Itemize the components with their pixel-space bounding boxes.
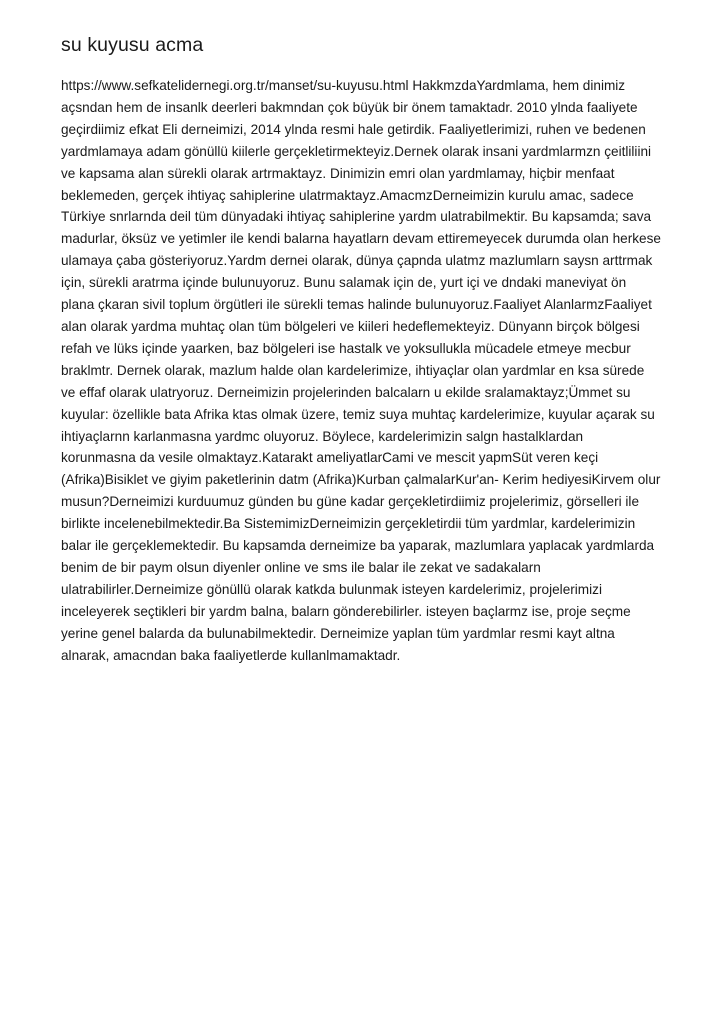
- document-body-text: https://www.sefkatelidernegi.org.tr/manset/su-kuyusu.html HakkmzdaYardmlama, hem dinimiz açsndan hem de insanlk deerleri bakmndan çok büyük bir önem tamaktadr. 2010 ylnda faaliyete geçirdiimiz efkat Eli derneimizi, 2014 ylnda resmi hale getirdik. Faaliyetlerimizi, ruhen ve bedenen yardmlamaya adam gönüllü kiilerle gerçekletirmekteyiz.Dernek olarak insani yardmlarmzn çeitliliini ve kapsama alan sürekli olarak artrmaktayz. Dinimizin emri olan yardmlamay, hiçbir menfaat beklemeden, gerçek ihtiyaç sahiplerine ulatrmaktayz.AmacmzDerneimizin kurulu amac, sadece Türkiye snrlarnda deil tüm dünyadaki ihtiyaç sahiplerine yardm ulatrabilmektir. Bu kapsamda; sava madurlar, öksüz ve yetimler ile kendi balarna hayatlarn devam ettiremeyecek durumda olan herkese ulamaya çaba gösteriyoruz.Yardm dernei olarak, dünya çapnda ulatmz mazlumlarn saysn arttrmak için, sürekli aratrma içinde bulunuyoruz. Bunu salamak için de, yurt içi ve dndaki maneviyat ön plana çkaran sivil toplum örgütleri ile sürekli temas halinde bulunuyoruz.Faaliyet AlanlarmzFaaliyet alan olarak yardma muhtaç olan tüm bölgeleri ve kiileri hedeflemekteyiz. Dünyann birçok bölgesi refah ve lüks içinde yaarken, baz bölgeleri ise hastalk ve yoksullukla mücadele etmeye mecbur braklmtr. Dernek olarak, mazlum halde olan kardelerimize, ihtiyaçlar olan yardmlar en ksa sürede ve effaf olarak ulatryoruz. Derneimizin projelerinden balcalarn u ekilde sralamaktayz;Ümmet su kuyular: özellikle bata Afrika ktas olmak üzere, temiz suya muhtaç kardelerimize, kuyular açarak su ihtiyaçlarnn karlanmasna yardmc oluyoruz. Böylece, kardelerimizin salgn hastalklardan korunmasna da vesile olmaktayz.Katarakt ameliyatlarCami ve mescit yapmSüt veren keçi (Afrika)Bisiklet ve giyim paketlerinin datm (Afrika)Kurban çalmalarKur'an- Kerim hediyesiKirvem olur musun?Derneimizi kurduumuz günden bu güne kadar gerçekletirdiimiz projelerimiz, görselleri ile birlikte incelenebilmektedir.Ba SistemimizDerneimizin gerçekletirdii tüm yardmlar, kardelerimizin balar ile gerçeklemektedir. Bu kapsamda derneimize ba yaparak, mazlumlara yaplacak yardmlarda benim de bir paym olsun diyenler online ve sms ile balar ile zekat ve sadakalarn ulatrabilirler.Derneimize gönüllü olarak katkda bulunmak isteyen kardelerimiz, projelerimizi inceleyerek seçtikleri bir yardm balna, balarn gönderebilirler. isteyen baçlarmz ise, proje seçme yerine genel balarda da bulunabilmektedir. Derneimize yaplan tüm yardmlar resmi kayt altna alnarak, amacndan baka faaliyetlerde kullanlmamaktadr.: [61, 78, 661, 663]
- document-title: su kuyusu acma: [61, 34, 204, 56]
